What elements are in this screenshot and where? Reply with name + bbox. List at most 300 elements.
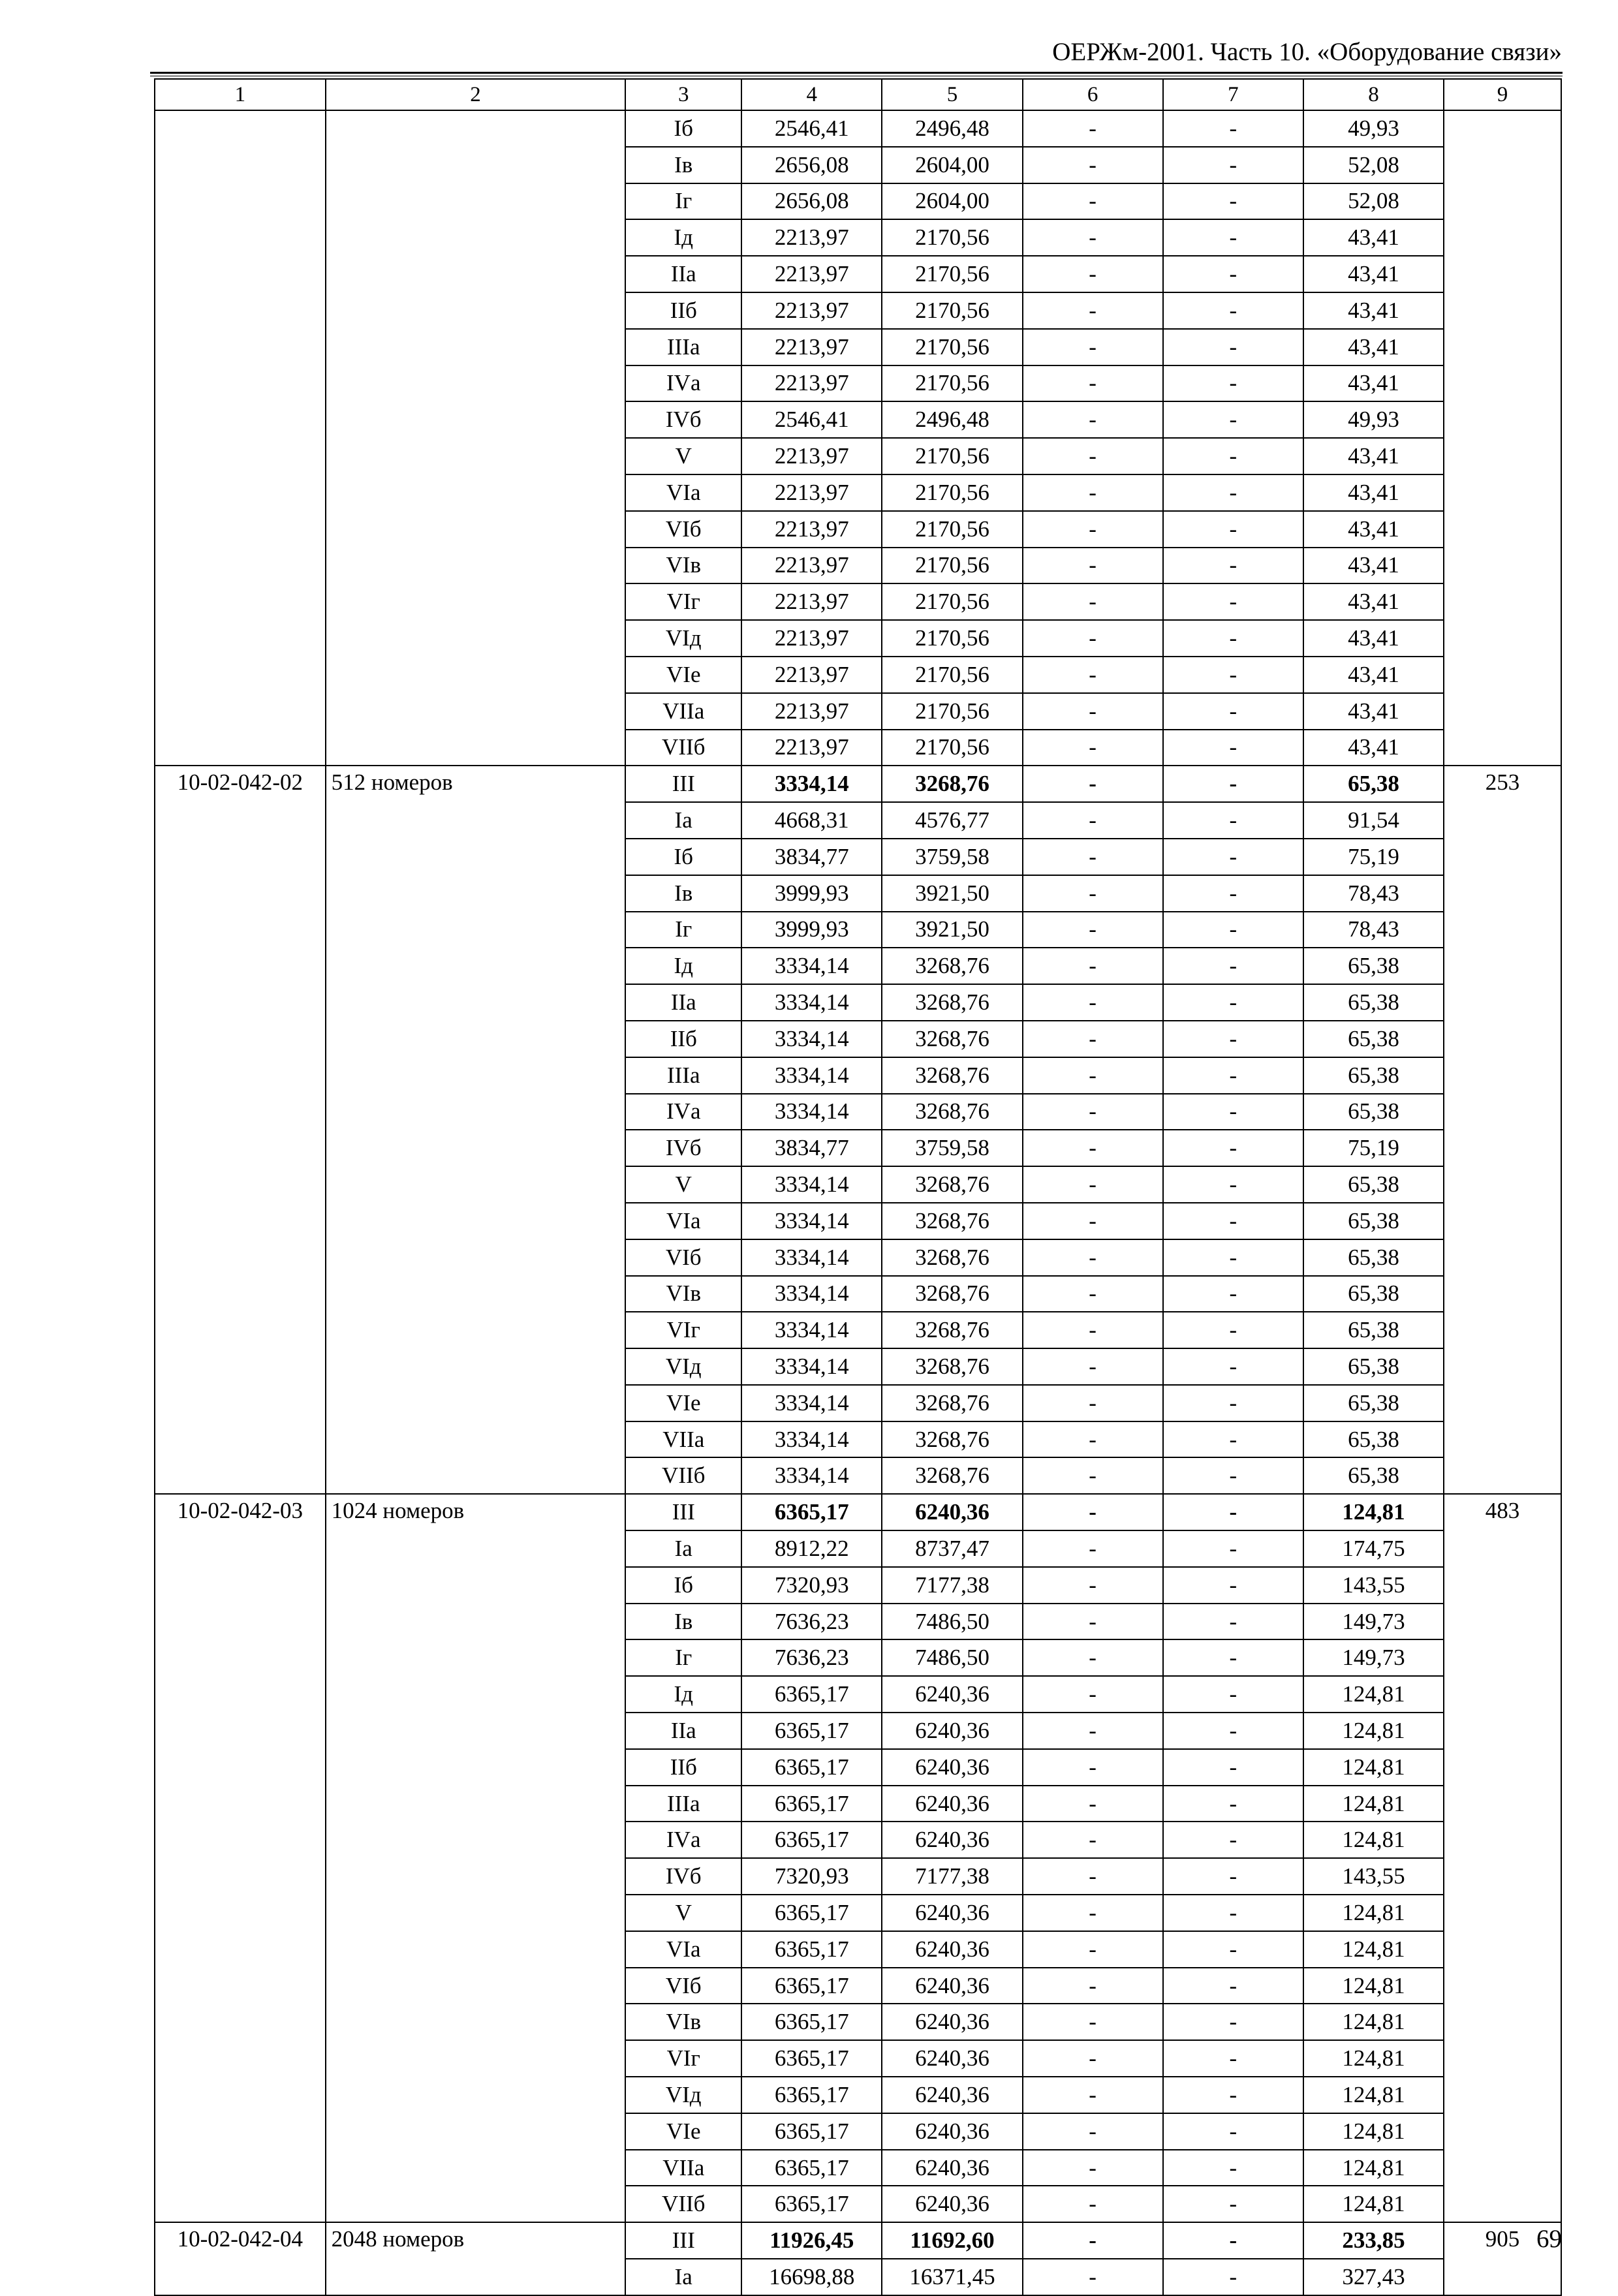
class-cell: VIб (625, 511, 741, 548)
value-col5-cell: 6240,36 (882, 1749, 1022, 1786)
value-col6-cell: - (1023, 1530, 1163, 1567)
value-col8-cell: 43,41 (1303, 693, 1444, 730)
value-col8-cell: 78,43 (1303, 912, 1444, 948)
value-col8-cell: 43,41 (1303, 474, 1444, 511)
value-col6-cell: - (1023, 1786, 1163, 1822)
value-col8-cell: 52,08 (1303, 183, 1444, 220)
value-col5-cell: 2604,00 (882, 183, 1022, 220)
value-col5-cell: 6240,36 (882, 1895, 1022, 1931)
column-number: 2 (326, 79, 626, 110)
value-col8-cell: 65,38 (1303, 1239, 1444, 1276)
value-col8-cell: 43,41 (1303, 329, 1444, 365)
value-col5-cell: 3759,58 (882, 1130, 1022, 1166)
value-col6-cell: - (1023, 1457, 1163, 1494)
value-col8-cell: 124,81 (1303, 2004, 1444, 2040)
value-col4-cell: 2213,97 (741, 219, 882, 256)
value-col8-cell: 124,81 (1303, 1786, 1444, 1822)
class-cell: IIIа (625, 1057, 741, 1094)
value-col8-cell: 65,38 (1303, 1203, 1444, 1239)
value-col5-cell: 7177,38 (882, 1567, 1022, 1604)
value-col7-cell: - (1163, 1203, 1303, 1239)
value-col4-cell: 3834,77 (741, 1130, 882, 1166)
value-col5-cell: 16371,45 (882, 2259, 1022, 2295)
col9-cell: 483 (1444, 1494, 1561, 2222)
value-col4-cell: 2213,97 (741, 256, 882, 292)
value-col4-cell: 6365,17 (741, 2004, 882, 2040)
value-col5-cell: 3268,76 (882, 1166, 1022, 1203)
value-col6-cell: - (1023, 1276, 1163, 1312)
class-cell: Iа (625, 802, 741, 839)
value-col6-cell: - (1023, 1931, 1163, 1968)
value-col6-cell: - (1023, 583, 1163, 620)
value-col5-cell: 2170,56 (882, 657, 1022, 693)
value-col4-cell: 7320,93 (741, 1858, 882, 1895)
norm-name-cell (326, 110, 626, 766)
value-col5-cell: 6240,36 (882, 1713, 1022, 1749)
value-col6-cell: - (1023, 548, 1163, 584)
value-col6-cell: - (1023, 401, 1163, 438)
value-col6-cell: - (1023, 438, 1163, 474)
class-cell: VIб (625, 1239, 741, 1276)
class-cell: VIв (625, 548, 741, 584)
value-col4-cell: 3334,14 (741, 766, 882, 802)
value-col8-cell: 124,81 (1303, 1713, 1444, 1749)
value-col5-cell: 2170,56 (882, 693, 1022, 730)
value-col6-cell: - (1023, 693, 1163, 730)
value-col8-cell: 49,93 (1303, 401, 1444, 438)
value-col6-cell: - (1023, 766, 1163, 802)
value-col7-cell: - (1163, 438, 1303, 474)
value-col6-cell: - (1023, 948, 1163, 984)
value-col8-cell: 233,85 (1303, 2222, 1444, 2259)
class-cell: VIд (625, 1348, 741, 1385)
column-number: 5 (882, 79, 1022, 110)
value-col6-cell: - (1023, 2040, 1163, 2077)
value-col5-cell: 3268,76 (882, 1276, 1022, 1312)
value-col5-cell: 3268,76 (882, 1239, 1022, 1276)
value-col4-cell: 2656,08 (741, 147, 882, 183)
class-cell: VIд (625, 620, 741, 657)
norm-code-cell: 10-02-042-02 (155, 766, 326, 1494)
value-col6-cell: - (1023, 1676, 1163, 1713)
value-col7-cell: - (1163, 1457, 1303, 1494)
value-col8-cell: 124,81 (1303, 2150, 1444, 2186)
value-col8-cell: 143,55 (1303, 1858, 1444, 1895)
value-col7-cell: - (1163, 256, 1303, 292)
value-col7-cell: - (1163, 2040, 1303, 2077)
class-cell: VIIб (625, 2186, 741, 2222)
value-col7-cell: - (1163, 1567, 1303, 1604)
value-col7-cell: - (1163, 1348, 1303, 1385)
value-col5-cell: 8737,47 (882, 1530, 1022, 1567)
value-col8-cell: 65,38 (1303, 1021, 1444, 1057)
value-col7-cell: - (1163, 1895, 1303, 1931)
value-col5-cell: 2170,56 (882, 474, 1022, 511)
class-cell: VIд (625, 2077, 741, 2113)
value-col6-cell: - (1023, 1567, 1163, 1604)
class-cell: IIб (625, 1021, 741, 1057)
value-col7-cell: - (1163, 329, 1303, 365)
value-col8-cell: 65,38 (1303, 1457, 1444, 1494)
value-col7-cell: - (1163, 1931, 1303, 1968)
value-col5-cell: 3268,76 (882, 766, 1022, 802)
col9-cell: 905 (1444, 2222, 1561, 2295)
value-col4-cell: 2213,97 (741, 548, 882, 584)
value-col8-cell: 43,41 (1303, 256, 1444, 292)
value-col5-cell: 3268,76 (882, 1021, 1022, 1057)
class-cell: Iб (625, 839, 741, 875)
value-col4-cell: 3334,14 (741, 1312, 882, 1348)
value-col6-cell: - (1023, 2004, 1163, 2040)
value-col8-cell: 65,38 (1303, 1312, 1444, 1348)
value-col7-cell: - (1163, 693, 1303, 730)
class-cell: IIIа (625, 1786, 741, 1822)
class-cell: IVб (625, 1130, 741, 1166)
value-col7-cell: - (1163, 401, 1303, 438)
value-col6-cell: - (1023, 1895, 1163, 1931)
class-cell: IVб (625, 1858, 741, 1895)
value-col8-cell: 65,38 (1303, 1166, 1444, 1203)
value-col6-cell: - (1023, 329, 1163, 365)
value-col7-cell: - (1163, 2259, 1303, 2295)
value-col6-cell: - (1023, 1203, 1163, 1239)
value-col6-cell: - (1023, 292, 1163, 329)
value-col5-cell: 2170,56 (882, 365, 1022, 402)
value-col4-cell: 6365,17 (741, 1494, 882, 1530)
value-col5-cell: 6240,36 (882, 1822, 1022, 1858)
page-number: 69 (1536, 2225, 1562, 2253)
class-cell: Iд (625, 948, 741, 984)
value-col8-cell: 65,38 (1303, 1385, 1444, 1421)
value-col4-cell: 3334,14 (741, 1166, 882, 1203)
value-col6-cell: - (1023, 2077, 1163, 2113)
value-col6-cell: - (1023, 110, 1163, 147)
class-cell: VIIа (625, 2150, 741, 2186)
value-col5-cell: 3268,76 (882, 1421, 1022, 1458)
value-col8-cell: 124,81 (1303, 2040, 1444, 2077)
value-col5-cell: 4576,77 (882, 802, 1022, 839)
value-col4-cell: 2213,97 (741, 438, 882, 474)
value-col5-cell: 11692,60 (882, 2222, 1022, 2259)
class-cell: IIIа (625, 329, 741, 365)
value-col4-cell: 4668,31 (741, 802, 882, 839)
column-number: 1 (155, 79, 326, 110)
value-col8-cell: 78,43 (1303, 875, 1444, 912)
value-col4-cell: 11926,45 (741, 2222, 882, 2259)
value-col5-cell: 2170,56 (882, 730, 1022, 766)
value-col7-cell: - (1163, 1749, 1303, 1786)
value-col8-cell: 124,81 (1303, 1676, 1444, 1713)
class-cell: IIа (625, 256, 741, 292)
value-col5-cell: 6240,36 (882, 1786, 1022, 1822)
value-col5-cell: 3268,76 (882, 1203, 1022, 1239)
value-col4-cell: 3334,14 (741, 1276, 882, 1312)
class-cell: VIв (625, 1276, 741, 1312)
value-col6-cell: - (1023, 1968, 1163, 2004)
norm-name-cell: 2048 номеров (326, 2222, 626, 2295)
value-col6-cell: - (1023, 474, 1163, 511)
value-col8-cell: 43,41 (1303, 548, 1444, 584)
value-col4-cell: 3999,93 (741, 912, 882, 948)
class-cell: Iа (625, 1530, 741, 1567)
column-number: 7 (1163, 79, 1303, 110)
value-col8-cell: 124,81 (1303, 1494, 1444, 1530)
value-col4-cell: 6365,17 (741, 2077, 882, 2113)
class-cell: VIг (625, 1312, 741, 1348)
value-col7-cell: - (1163, 984, 1303, 1021)
value-col8-cell: 124,81 (1303, 1968, 1444, 2004)
norm-code-cell: 10-02-042-04 (155, 2222, 326, 2295)
value-col6-cell: - (1023, 2186, 1163, 2222)
value-col7-cell: - (1163, 2150, 1303, 2186)
class-cell: Iв (625, 1604, 741, 1640)
norm-code-cell: 10-02-042-03 (155, 1494, 326, 2222)
value-col8-cell: 149,73 (1303, 1639, 1444, 1676)
class-cell: V (625, 438, 741, 474)
value-col7-cell: - (1163, 1021, 1303, 1057)
value-col5-cell: 2170,56 (882, 438, 1022, 474)
class-cell: Iд (625, 219, 741, 256)
value-col5-cell: 7486,50 (882, 1639, 1022, 1676)
value-col7-cell: - (1163, 802, 1303, 839)
value-col6-cell: - (1023, 875, 1163, 912)
class-cell: Iа (625, 2259, 741, 2295)
value-col6-cell: - (1023, 1639, 1163, 1676)
value-col8-cell: 65,38 (1303, 1276, 1444, 1312)
value-col4-cell: 2213,97 (741, 365, 882, 402)
value-col5-cell: 6240,36 (882, 1494, 1022, 1530)
value-col6-cell: - (1023, 2113, 1163, 2150)
class-cell: Iв (625, 147, 741, 183)
value-col8-cell: 43,41 (1303, 365, 1444, 402)
value-col7-cell: - (1163, 1786, 1303, 1822)
value-col5-cell: 3268,76 (882, 1348, 1022, 1385)
class-cell: VIе (625, 2113, 741, 2150)
value-col6-cell: - (1023, 147, 1163, 183)
value-col7-cell: - (1163, 1312, 1303, 1348)
value-col7-cell: - (1163, 1858, 1303, 1895)
value-col7-cell: - (1163, 219, 1303, 256)
column-number: 3 (625, 79, 741, 110)
value-col8-cell: 149,73 (1303, 1604, 1444, 1640)
header-rule (150, 72, 1563, 74)
table-row (155, 110, 1561, 147)
class-cell: VIа (625, 474, 741, 511)
value-col8-cell: 49,93 (1303, 110, 1444, 147)
value-col5-cell: 2604,00 (882, 147, 1022, 183)
value-col4-cell: 6365,17 (741, 2150, 882, 2186)
value-col5-cell: 3268,76 (882, 1057, 1022, 1094)
value-col6-cell: - (1023, 1130, 1163, 1166)
table-row (155, 766, 1561, 802)
value-col4-cell: 3334,14 (741, 1057, 882, 1094)
value-col7-cell: - (1163, 1057, 1303, 1094)
value-col5-cell: 2496,48 (882, 401, 1022, 438)
value-col7-cell: - (1163, 839, 1303, 875)
value-col7-cell: - (1163, 875, 1303, 912)
value-col4-cell: 7636,23 (741, 1604, 882, 1640)
value-col4-cell: 3999,93 (741, 875, 882, 912)
value-col7-cell: - (1163, 1239, 1303, 1276)
value-col4-cell: 6365,17 (741, 1676, 882, 1713)
value-col5-cell: 6240,36 (882, 1968, 1022, 2004)
value-col5-cell: 2170,56 (882, 256, 1022, 292)
class-cell: Iг (625, 912, 741, 948)
value-col4-cell: 3334,14 (741, 1348, 882, 1385)
value-col5-cell: 3268,76 (882, 1385, 1022, 1421)
value-col7-cell: - (1163, 2077, 1303, 2113)
class-cell: IIб (625, 1749, 741, 1786)
class-cell: III (625, 766, 741, 802)
value-col7-cell: - (1163, 583, 1303, 620)
class-cell: III (625, 1494, 741, 1530)
value-col4-cell: 2656,08 (741, 183, 882, 220)
column-number: 9 (1444, 79, 1561, 110)
value-col4-cell: 16698,88 (741, 2259, 882, 2295)
class-cell: Iв (625, 875, 741, 912)
value-col7-cell: - (1163, 657, 1303, 693)
value-col8-cell: 143,55 (1303, 1567, 1444, 1604)
value-col7-cell: - (1163, 2004, 1303, 2040)
value-col4-cell: 6365,17 (741, 1749, 882, 1786)
value-col5-cell: 3268,76 (882, 1457, 1022, 1494)
value-col4-cell: 2213,97 (741, 292, 882, 329)
class-cell: IIа (625, 1713, 741, 1749)
value-col5-cell: 6240,36 (882, 1676, 1022, 1713)
value-col7-cell: - (1163, 766, 1303, 802)
value-col6-cell: - (1023, 1858, 1163, 1895)
col9-cell: 253 (1444, 766, 1561, 1494)
page-header: ОЕРЖм-2001. Часть 10. «Оборудование связи» (1052, 38, 1562, 66)
value-col4-cell: 2213,97 (741, 693, 882, 730)
value-col4-cell: 3334,14 (741, 1021, 882, 1057)
value-col5-cell: 3921,50 (882, 912, 1022, 948)
class-cell: VIIб (625, 730, 741, 766)
value-col8-cell: 124,81 (1303, 1749, 1444, 1786)
value-col5-cell: 6240,36 (882, 2186, 1022, 2222)
value-col7-cell: - (1163, 147, 1303, 183)
column-number: 4 (741, 79, 882, 110)
value-col7-cell: - (1163, 1094, 1303, 1130)
value-col8-cell: 43,41 (1303, 511, 1444, 548)
column-number: 8 (1303, 79, 1444, 110)
value-col6-cell: - (1023, 1094, 1163, 1130)
value-col4-cell: 3334,14 (741, 1457, 882, 1494)
column-number: 6 (1023, 79, 1163, 110)
value-col7-cell: - (1163, 474, 1303, 511)
value-col5-cell: 2170,56 (882, 511, 1022, 548)
value-col7-cell: - (1163, 1822, 1303, 1858)
value-col5-cell: 7486,50 (882, 1604, 1022, 1640)
value-col4-cell: 3334,14 (741, 984, 882, 1021)
value-col7-cell: - (1163, 912, 1303, 948)
value-col4-cell: 6365,17 (741, 1931, 882, 1968)
value-col8-cell: 124,81 (1303, 2113, 1444, 2150)
value-col6-cell: - (1023, 839, 1163, 875)
value-col8-cell: 65,38 (1303, 948, 1444, 984)
value-col7-cell: - (1163, 1421, 1303, 1458)
value-col8-cell: 65,38 (1303, 766, 1444, 802)
table-row (155, 2222, 1561, 2259)
value-col5-cell: 6240,36 (882, 2040, 1022, 2077)
value-col5-cell: 6240,36 (882, 2077, 1022, 2113)
class-cell: IIб (625, 292, 741, 329)
class-cell: VIа (625, 1203, 741, 1239)
value-col8-cell: 75,19 (1303, 1130, 1444, 1166)
value-col4-cell: 2213,97 (741, 511, 882, 548)
value-col6-cell: - (1023, 511, 1163, 548)
value-col6-cell: - (1023, 620, 1163, 657)
value-col4-cell: 6365,17 (741, 2040, 882, 2077)
class-cell: V (625, 1895, 741, 1931)
value-col5-cell: 3268,76 (882, 948, 1022, 984)
value-col7-cell: - (1163, 730, 1303, 766)
value-col7-cell: - (1163, 1639, 1303, 1676)
norm-name-cell: 512 номеров (326, 766, 626, 1494)
value-col8-cell: 65,38 (1303, 1094, 1444, 1130)
class-cell: Iг (625, 1639, 741, 1676)
class-cell: IVб (625, 401, 741, 438)
value-col4-cell: 7636,23 (741, 1639, 882, 1676)
class-cell: VIе (625, 657, 741, 693)
value-col4-cell: 2213,97 (741, 620, 882, 657)
class-cell: VIе (625, 1385, 741, 1421)
column-number-row (155, 79, 1561, 110)
value-col8-cell: 65,38 (1303, 984, 1444, 1021)
value-col6-cell: - (1023, 1166, 1163, 1203)
value-col4-cell: 3334,14 (741, 1421, 882, 1458)
value-col6-cell: - (1023, 365, 1163, 402)
value-col6-cell: - (1023, 802, 1163, 839)
value-col4-cell: 6365,17 (741, 1713, 882, 1749)
value-col4-cell: 2213,97 (741, 657, 882, 693)
value-col7-cell: - (1163, 1676, 1303, 1713)
norm-name-cell: 1024 номеров (326, 1494, 626, 2222)
value-col8-cell: 174,75 (1303, 1530, 1444, 1567)
class-cell: VIб (625, 1968, 741, 2004)
value-col8-cell: 43,41 (1303, 583, 1444, 620)
norm-code-cell (155, 110, 326, 766)
value-col7-cell: - (1163, 1276, 1303, 1312)
value-col5-cell: 3268,76 (882, 1312, 1022, 1348)
value-col7-cell: - (1163, 1166, 1303, 1203)
value-col6-cell: - (1023, 1713, 1163, 1749)
value-col6-cell: - (1023, 219, 1163, 256)
value-col5-cell: 2170,56 (882, 548, 1022, 584)
class-cell: IVа (625, 365, 741, 402)
value-col6-cell: - (1023, 2259, 1163, 2295)
value-col7-cell: - (1163, 511, 1303, 548)
value-col7-cell: - (1163, 1968, 1303, 2004)
class-cell: Iг (625, 183, 741, 220)
value-col7-cell: - (1163, 548, 1303, 584)
value-col7-cell: - (1163, 2222, 1303, 2259)
value-col5-cell: 3268,76 (882, 1094, 1022, 1130)
value-col5-cell: 6240,36 (882, 2004, 1022, 2040)
value-col5-cell: 7177,38 (882, 1858, 1022, 1895)
value-col6-cell: - (1023, 1494, 1163, 1530)
class-cell: VIг (625, 2040, 741, 2077)
class-cell: Iб (625, 1567, 741, 1604)
value-col5-cell: 2170,56 (882, 620, 1022, 657)
value-col4-cell: 6365,17 (741, 1895, 882, 1931)
col9-cell (1444, 110, 1561, 766)
value-col8-cell: 65,38 (1303, 1348, 1444, 1385)
value-col6-cell: - (1023, 1021, 1163, 1057)
value-col4-cell: 6365,17 (741, 2113, 882, 2150)
value-col5-cell: 3268,76 (882, 984, 1022, 1021)
value-col7-cell: - (1163, 1604, 1303, 1640)
